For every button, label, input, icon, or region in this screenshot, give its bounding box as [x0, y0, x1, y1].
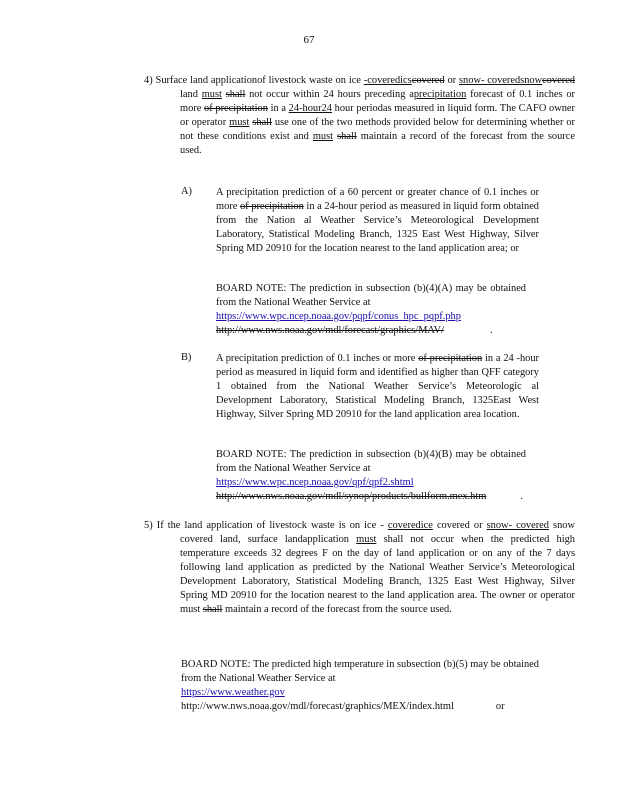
item-b-label: B) — [181, 352, 192, 363]
item-5-board-note — [181, 658, 539, 714]
or-word: or — [495, 701, 505, 712]
inserted-text: 24-hour24 — [288, 103, 332, 114]
inserted-text: must — [312, 131, 334, 142]
text: forecast of 0.1 inches or more — [180, 89, 575, 114]
link-weather-gov[interactable]: https://www.weather.gov — [181, 687, 285, 698]
item-4-label: 4) — [144, 75, 153, 86]
deleted-link-mav: http://www.nws.noaa.gov/mdl/forecast/graphics/MAV/ — [216, 325, 444, 336]
board-note-text: BOARD NOTE: The prediction in subsection (b)(4)(A) may be obtained from the National Weather Service at — [216, 283, 526, 308]
deleted-text: shall — [202, 604, 223, 615]
item-b-paragraph — [216, 352, 539, 422]
page-number: 67 — [303, 34, 315, 46]
inserted-text: must — [229, 117, 250, 128]
text: maintain a record of the forecast from the source used. — [180, 131, 575, 156]
text: in a 24 -hour period as measured in liquid form and identified as higher than QFF category 1 obtained from the National Weather Service’s Meteorologic al Development Laboratory, Statistical Modeling Branch, 1325East West Highway, Silver Spring MD 20910 for the land application area location. — [216, 353, 540, 420]
text: covered or — [432, 520, 487, 531]
item-4-paragraph — [144, 74, 575, 158]
inserted-text: coveredice — [387, 520, 433, 531]
item-5-label: 5) — [144, 520, 153, 531]
deleted-text: shall — [337, 131, 357, 142]
deleted-text: shall — [252, 117, 272, 128]
item-a-board-note — [216, 282, 526, 338]
inserted-text: precipitation — [413, 89, 467, 100]
board-note-text: BOARD NOTE: The prediction in subsection (b)(4)(B) may be obtained from the National Weather Service at — [216, 449, 526, 474]
item-a-paragraph — [216, 186, 539, 256]
text: hour periodas measured in liquid form. The CAFO owner or operator — [180, 103, 575, 128]
text: shall not occur when the predicted high temperature exceeds 32 degrees F on the day of land application or on any of the 7 days following land application as predicted by the National Weather Service’s Meteorological Development Laboratory, Statistical Modeling Branch, 1325 East West Highway, Silver Spring MD 20910 for the location nearest to the land application area. The owner or operator must — [180, 534, 575, 615]
text: land — [180, 89, 202, 100]
inserted-text: snow- coveredsnow — [459, 75, 543, 86]
item-a-label: A) — [181, 186, 192, 197]
text: in a — [267, 103, 289, 114]
text: Surface land applicationof livestock waste on ice — [155, 75, 364, 86]
board-note-text: BOARD NOTE: The predicted high temperature in subsection (b)(5) may be obtained from the National Weather Service at — [181, 659, 539, 684]
inserted-text: -coveredics — [363, 75, 412, 86]
text: maintain a record of the forecast from the source used. — [222, 604, 452, 615]
item-5-paragraph — [144, 519, 575, 617]
text: snow covered land, surface landapplication — [180, 520, 575, 545]
text: If the land application of livestock waste is on ice - — [156, 520, 388, 531]
link-wpc-pqpf[interactable]: https://www.wpc.ncep.noaa.gov/pqpf/conus_hpc_pqpf.php — [216, 311, 461, 322]
period: . — [520, 491, 523, 502]
text: or — [444, 75, 460, 86]
inserted-text: snow- covered — [486, 520, 549, 531]
inserted-text: must — [201, 89, 222, 100]
period: . — [489, 325, 493, 336]
deleted-text: covered — [411, 75, 445, 86]
deleted-text: of precipitation — [204, 103, 268, 114]
text: A precipitation prediction of a 60 percent or greater chance of 0.1 inches or more — [216, 187, 539, 212]
text: use one of the two methods provided below for determining whether or not these conditions exist and — [180, 117, 575, 142]
deleted-text: of precipitation — [418, 353, 483, 364]
text: in a 24-hour period as measured in liquid form obtained from the Nation al Weather Service’s Meteorological Development Laboratory, Statistical Modeling Branch, 1325 East West Highway, Silver Spring MD 20910 for the location nearest to the land application area; or — [216, 201, 540, 254]
deleted-text: shall — [225, 89, 246, 100]
deleted-text: covered — [542, 75, 576, 86]
link-mex-index[interactable]: http://www.nws.noaa.gov/mdl/forecast/graphics/MEX/index.html — [181, 701, 454, 712]
inserted-text: must — [356, 534, 377, 545]
deleted-link-bullform: http://www.nws.noaa.gov/mdl/synop/products/bullform.mex.htm — [216, 491, 487, 502]
item-b-board-note — [216, 448, 526, 504]
deleted-text: of precipitation — [239, 201, 304, 212]
text: not occur within 24 hours preceding a — [245, 89, 414, 100]
text: A precipitation prediction of 0.1 inches or more — [216, 353, 419, 364]
link-wpc-qpf2[interactable]: https://www.wpc.ncep.noaa.gov/qpf/qpf2.shtml — [216, 477, 414, 488]
